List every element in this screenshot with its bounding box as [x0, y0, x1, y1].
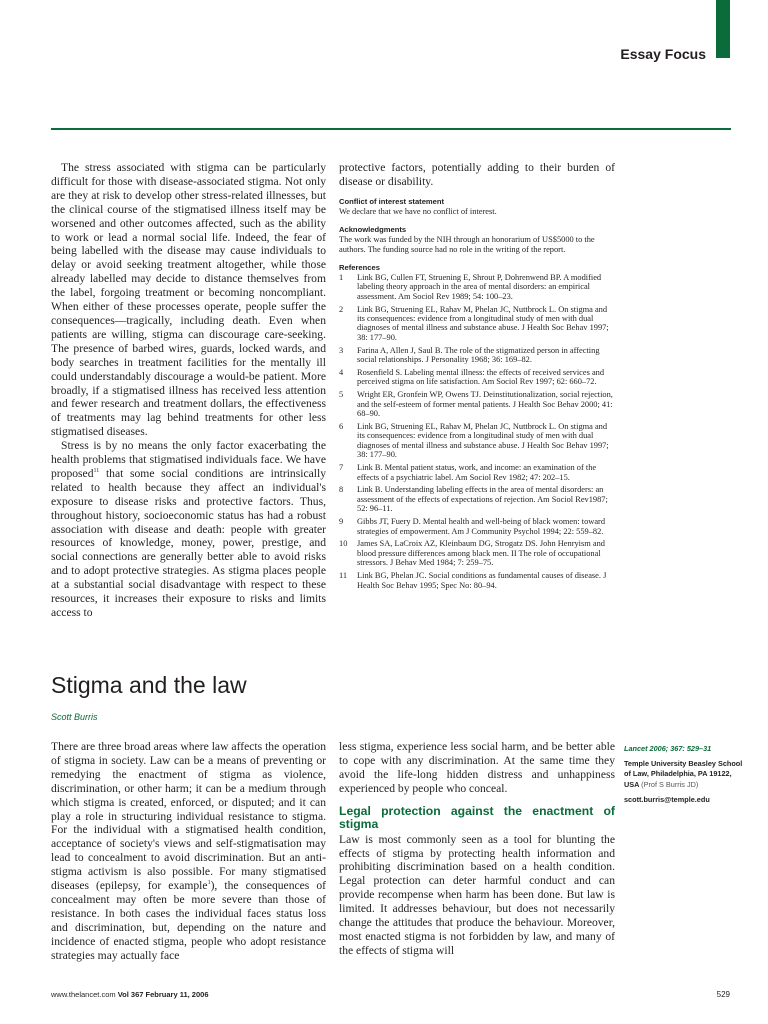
reference-item: [339, 517, 615, 536]
reference-item: [339, 539, 615, 567]
reference-item: [339, 485, 615, 513]
essay-paragraph-2: [51, 439, 326, 620]
article-column-left: [51, 740, 326, 963]
article-intro: [51, 740, 326, 963]
reference-number: 3: [339, 345, 344, 355]
reference-number: 4: [339, 367, 344, 377]
footer-date: February 11, 2006: [145, 990, 209, 999]
reference-text: Link B. Mental patient status, work, and income: an examination of the effects of a psychiatric label. Am Sociol Rev 1982; 47: 202–15.: [357, 463, 597, 482]
references-heading: References: [339, 262, 380, 272]
reference-item: [339, 368, 615, 387]
reference-number: 11: [339, 571, 348, 581]
affiliation-note: (Prof S Burris JD): [641, 779, 699, 789]
reference-text: Link B. Understanding labeling effects in the area of mental disorders: an assessment of the effects of expectations of rejection. Am Sociol Rev1987; 52: 96–11.: [357, 485, 608, 514]
essay-paragraph-2-text: Stress is by no means the only factor exacerbating the health problems that stigmatised individuals face. We have proposed: [51, 439, 326, 480]
footer-volume: Vol 367: [117, 990, 144, 999]
citation-superscript: 11: [93, 468, 100, 475]
essay-column-left: [51, 161, 326, 620]
acknowledgments-heading: Acknowledgments: [339, 224, 407, 234]
journal-citation: Lancet 2006; 367: 529–31: [624, 744, 712, 753]
reference-number: 5: [339, 390, 344, 400]
reference-text: Link BG, Phelan JC. Social conditions as fundamental causes of disease. J Health Soc Behav 1995; Spec No: 80–94.: [357, 571, 607, 590]
header-rule: [51, 128, 731, 130]
reference-number: 9: [339, 517, 344, 527]
essay-paragraph-2-text-cont: that some social conditions are intrinsically related to health because they affect an individual's exposure to disease risks and protective factors. Thus, throughout history, socioeconomic status has had a robust association with disease and death: people with greater resources of knowledge, money, power, prestige, and social connections are generally better able to avoid risks and to adopt protective strategies. As stigma places people at a substantial social disadvantage with respect to these resources, it increases their exposure to risks and limits access to: [51, 466, 326, 619]
reference-number: 8: [339, 485, 344, 495]
reference-text: Link BG, Struening EL, Rahav M, Phelan JC, Nuttbrock L. On stigma and its consequences: evidence from a longitudinal study of men with dual diagnoses of mental illness and substance abuse. J Health Soc Behav 1997; 38: 177–90.: [357, 422, 609, 460]
essay-paragraph-1: The stress associated with stigma can be particularly difficult for those with disease-associated stigma. Not only are they at risk to develop other stress-related illnesses, but the clinical course of the stigmatised illness itself may be worsened and other outcomes affected, such as the ability to work or lead a normal social life. Indeed, the fear of being labelled with the disease may cause individuals to delay or avoid seeking treatment altogether, while those already labelled may decide to distance themselves from the label, forgoing treatment or becoming noncompliant. When either of these processes operate, people suffer the consequences—tragically, including death. Even when patients are willing, stigma can discourage care-seeking. The presence of barbed wires, guards, locked wards, and body searches in treatment facilities for the mentally ill could understandably discourage a would-be patient. More broadly, if a stigmatised illness has received less attention and fewer research and treatment dollars, the effectiveness of treatments may lag behind treatments for other less stigmatised diseases.: [51, 161, 326, 439]
reference-text: Link BG, Struening EL, Rahav M, Phelan JC, Nuttbrock L. On stigma and its consequences: evidence from a longitudinal study of men with dual diagnoses of mental illness and substance abuse. J Health Soc Behav 1997; 38: 177–90.: [357, 304, 609, 342]
reference-item: [339, 390, 615, 418]
page-footer: [51, 990, 209, 999]
reference-text: Gibbs JT, Fuery D. Mental health and well-being of black women: toward strategies of empowerment. Am J Community Psychol 1994; 22: 559–82.: [357, 517, 606, 536]
article-title: Stigma and the law: [51, 672, 247, 698]
affiliation-text: Temple University Beasley School of Law, Philadelphia, PA 19122, USA: [624, 759, 743, 789]
article-intro-text-cont: ), the consequences of concealment may often be more severe than those of resistance. In both cases the individual faces status loss and discrimination, but, depending on the nature and incidence of enacted stigma, people who adopt resistance strategies may actually face: [51, 879, 327, 962]
article-sidebar: [624, 744, 744, 805]
page-number: 529: [716, 990, 730, 999]
conflict-text: We declare that we have no conflict of interest.: [339, 206, 497, 216]
reference-item: [339, 305, 615, 343]
section-label: Essay Focus: [620, 46, 706, 62]
reference-text: Rosenfield S. Labeling mental illness: the effects of received services and perceived stigma on life satisfaction. Am Sociol Rev 1997; 62: 660–72.: [357, 367, 605, 387]
reference-number: 7: [339, 463, 344, 473]
essay-paragraph-2-continued: protective factors, potentially adding to their burden of disease or disability.: [339, 161, 615, 188]
section-color-tab: [716, 0, 730, 58]
legal-protection-paragraph: Law is most commonly seen as a tool for blunting the effects of stigma by protecting health information and prohibiting discrimination based on a health condition. Legal protection can deter harmful conduct and can provide recompense when harm has been done. But law is limited. It addresses behaviour, but does not necessarily change the attitudes that produce the behaviour. Moreover, most enacted stigma is not forbidden by law, and many of the effects of stigma will: [339, 832, 615, 957]
acknowledgments-text: The work was funded by the NIH through an honorarium of US$5000 to the authors. The funding source had no role in the writing of the report.: [339, 234, 595, 254]
citation-superscript: 1: [207, 880, 211, 887]
article-intro-continued: less stigma, experience less social harm, and be better able to cope with any discrimination. At the same time they avoid the life-long hidden distress and unhappiness experienced by people who conceal.: [339, 740, 615, 795]
article-subheading: Legal protection against the enactment of stigma: [339, 803, 615, 831]
article-column-right: [339, 740, 615, 958]
essay-column-right: [339, 161, 615, 594]
footer-site[interactable]: www.thelancet.com: [51, 990, 116, 999]
reference-item: [339, 273, 615, 301]
conflict-heading: Conflict of interest statement: [339, 196, 445, 206]
reference-text: Wright ER, Gronfein WP, Owens TJ. Deinstitutionalization, social rejection, and the self-esteem of former mental patients. J Health Soc Behav 2000; 41: 68–90.: [357, 390, 613, 419]
reference-item: [339, 463, 615, 482]
reference-item: [339, 346, 615, 365]
reference-list: [339, 273, 615, 590]
reference-item: [339, 571, 615, 590]
article-intro-text: There are three broad areas where law affects the operation of stigma in society. Law can be a means of preventing or remedying the enactment of stigma as violence, discrimination, or other harm; it can be a medium through which stigma is created, enforced, or disputed; and it can play a role in structuring individual resistance to stigma. For the individual with a stigmatised health condition, acceptance of society's views and self-stigmatisation may lead to concealment to avoid discrimination. But an anti-stigma activism is also possible. For many stigmatised diseases (epilepsy, for example: [51, 740, 326, 893]
reference-number: 1: [339, 272, 344, 282]
article-author: Scott Burris: [51, 712, 98, 722]
reference-text: James SA, LaCroix AZ, Kleinbaum DG, Strogatz DS. John Henryism and blood pressure differences among black men. II The role of occupational stressors. J Behav Med 1984; 7: 259–75.: [357, 539, 605, 568]
reference-number: 2: [339, 304, 344, 314]
reference-number: 6: [339, 422, 344, 431]
reference-item: [339, 422, 615, 460]
reference-text: Link BG, Cullen FT, Struening E, Shrout P, Dohrenwend BP. A modified labeling theory approach in the area of mental disorders: an empirical assessment. Am Sociol Rev 1989; 54: 100–23.: [357, 272, 602, 301]
reference-text: Farina A, Allen J, Saul B. The role of the stigmatized person in affecting social relationships. J Personality 1968; 36: 169–82.: [357, 345, 600, 365]
reference-number: 10: [339, 539, 348, 549]
author-affiliation: [624, 759, 744, 790]
author-email[interactable]: scott.burris@temple.edu: [624, 794, 710, 804]
